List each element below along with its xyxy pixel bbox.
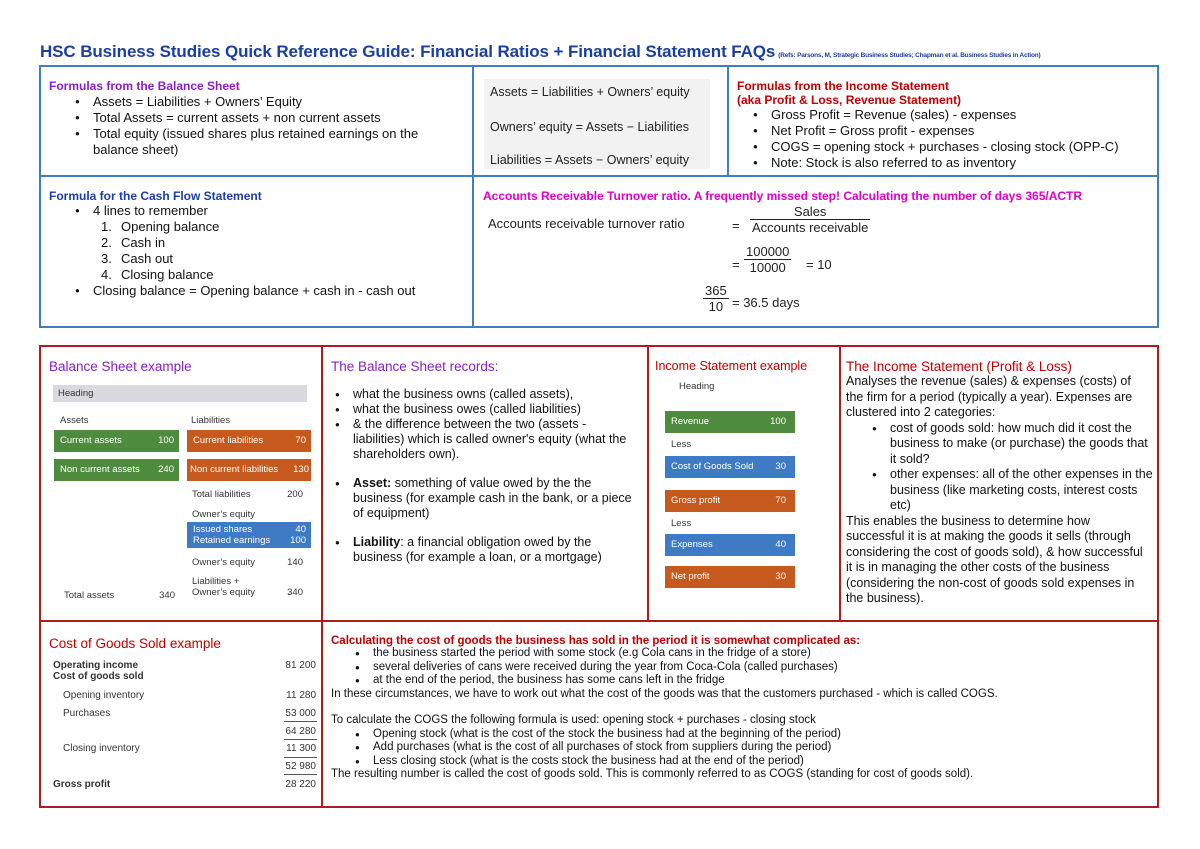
ar-den: 10000 bbox=[749, 260, 786, 275]
list-item: ● what the business owns (called assets), bbox=[331, 387, 641, 402]
is-example-cell bbox=[649, 347, 841, 622]
closing-inventory-label: Closing inventory bbox=[63, 743, 140, 754]
income-formulas-heading: Formulas from the Income Statement bbox=[737, 79, 950, 93]
equations-cell bbox=[474, 67, 729, 177]
current-liabilities-box: Current liabilities 70 bbox=[187, 430, 311, 452]
list-item: ● Gross Profit = Revenue (sales) - expenses bbox=[749, 107, 1147, 123]
days-den: 10 bbox=[708, 299, 724, 314]
cogs-box: Cost of Goods Sold 30 bbox=[665, 456, 795, 478]
is-text-outro: This enables the business to determine how successful it is at making the goods it sells (through considering the cost of goods sold), & how successful it is in managing the other costs of the business (considering the non-cost of goods sold expenses in the business). bbox=[846, 513, 1143, 605]
bs-diagram-heading: Heading bbox=[53, 385, 307, 402]
bs-records-cell bbox=[323, 347, 649, 622]
owners-equity-label: Owner’s equity bbox=[192, 509, 256, 520]
list-item: ● Add purchases (what is the cost of all purchases of stock from suppliers during the period) bbox=[351, 741, 1153, 755]
list-item: ● Closing balance = Opening balance + cash in - cash out bbox=[71, 283, 472, 299]
net-profit-box: Net profit 30 bbox=[665, 566, 795, 588]
is-text-heading: The Income Statement (Profit & Loss) bbox=[846, 359, 1072, 374]
cogs-text-heading: Calculating the cost of goods the business has sold in the period it is somewhat complicated as: bbox=[331, 635, 861, 647]
non-current-assets-box: Non current assets 240 bbox=[54, 459, 179, 481]
ar-result-1: = 10 bbox=[806, 257, 832, 272]
list-item: 4. Closing balance bbox=[101, 267, 214, 282]
bs-example-heading: Balance Sheet example bbox=[49, 359, 192, 374]
is-less-1: Less bbox=[671, 439, 692, 450]
cash-flow-cell bbox=[41, 177, 474, 326]
ar-turnover-cell bbox=[474, 177, 1157, 326]
is-diagram-heading: Heading bbox=[679, 381, 715, 392]
list-item: ● Asset: something of value owed by the the business (for example cash in the bank, or a piece of equipment) bbox=[331, 476, 641, 521]
bs-example-cell bbox=[41, 347, 323, 622]
title-refs: (Refs: Parsons, M, Strategic Business Studies; Chapman et al. Business Studies in Action) bbox=[778, 52, 1041, 59]
is-example-heading: Income Statement example bbox=[655, 359, 808, 373]
cash-flow-list-2 bbox=[49, 283, 472, 299]
cogs-total-value: 52 980 bbox=[285, 761, 316, 772]
balance-formulas-list bbox=[49, 94, 449, 158]
cogs-example-heading: Cost of Goods Sold example bbox=[49, 636, 221, 651]
list-item: ● what the business owes (called liabilities) bbox=[331, 402, 641, 417]
ar-eq-2: = bbox=[732, 257, 740, 272]
list-item: ● other expenses: all of the other expenses in the business (like marketing costs, interest costs etc) bbox=[868, 467, 1153, 514]
list-item: ● Assets = Liabilities + Owners’ Equity bbox=[71, 94, 449, 110]
days-fraction bbox=[703, 283, 729, 314]
income-formulas-cell bbox=[729, 67, 1157, 177]
cogs-text-para-1: In these circumstances, we have to work out what the cost of the goods was that the customers purchased - which is called COGS. bbox=[331, 687, 998, 700]
expenses-box: Expenses 40 bbox=[665, 534, 795, 556]
list-item: ● several deliveries of cans were received during the year from Coca-Cola (called purchases) bbox=[351, 661, 1153, 675]
bs-liability-def bbox=[331, 535, 641, 565]
is-text-intro: Analyses the revenue (sales) & expenses (costs) of the firm for a period (typically a year). Expenses are clustered into 2 categories: bbox=[846, 374, 1133, 419]
list-item: ● Total equity (issued shares plus retained earnings on the balance sheet) bbox=[71, 126, 449, 158]
cogs-total-line-top bbox=[284, 757, 317, 758]
list-item: 2. Cash in bbox=[101, 235, 166, 250]
page-title bbox=[40, 42, 1170, 62]
gross-profit-value: 28 220 bbox=[285, 779, 316, 790]
bs-assets-label: Assets bbox=[60, 415, 89, 426]
non-current-liabilities-box: Non current liabilities 130 bbox=[187, 459, 311, 481]
cogs-text-para-3: The resulting number is called the cost of goods sold. This is commonly referred to as COGS (standing for cost of goods sold). bbox=[331, 768, 974, 780]
cogs-example-cell bbox=[41, 622, 323, 806]
list-item: ● COGS = opening stock + purchases - closing stock (OPP-C) bbox=[749, 139, 1147, 155]
is-text-cell bbox=[841, 347, 1157, 622]
ar-numeric-fraction bbox=[744, 244, 791, 275]
bs-records-heading: The Balance Sheet records: bbox=[331, 359, 499, 374]
opening-inventory-value: 11 280 bbox=[286, 690, 316, 701]
list-item: ● the business started the period with some stock (e.g Cola cans in the fridge of a store) bbox=[351, 647, 1153, 661]
list-item: ● Note: Stock is also referred to as inventory bbox=[749, 155, 1147, 171]
operating-income-label: Operating income bbox=[53, 660, 139, 671]
current-assets-box: Current assets 100 bbox=[54, 430, 179, 452]
income-formulas-list bbox=[737, 107, 1147, 171]
list-item: 3. Cash out bbox=[101, 251, 174, 266]
bs-liabilities-label: Liabilities bbox=[191, 415, 231, 426]
income-formulas-subheading: (aka Profit & Loss, Revenue Statement) bbox=[737, 93, 962, 107]
ar-formula-fraction bbox=[750, 204, 870, 235]
days-num: 365 bbox=[705, 283, 727, 298]
balance-formulas-heading: Formulas from the Balance Sheet bbox=[49, 79, 240, 93]
bs-asset-def bbox=[331, 476, 641, 521]
ar-num: 100000 bbox=[746, 244, 790, 259]
ar-eq-1: = bbox=[732, 218, 740, 233]
equations-panel bbox=[484, 79, 710, 169]
purchases-value: 53 000 bbox=[285, 708, 316, 719]
subtotal-line-top bbox=[284, 721, 317, 722]
gross-profit-box: Gross profit 70 bbox=[665, 490, 795, 512]
cogs-total-line-bottom bbox=[284, 774, 317, 775]
subtotal-value: 64 280 bbox=[285, 726, 316, 737]
total-liabilities-row: Total liabilities 200 bbox=[192, 489, 303, 500]
is-text-list bbox=[846, 421, 1153, 514]
list-item: ● Net Profit = Gross profit - expenses bbox=[749, 123, 1147, 139]
list-item: ● Opening stock (what is the cost of the stock the business had at the beginning of the period) bbox=[351, 728, 1153, 742]
equation-1: Assets = Liabilities + Owners’ equity bbox=[490, 85, 690, 99]
purchases-label: Purchases bbox=[63, 708, 111, 719]
list-item: ● Less closing stock (what is the costs stock the business had at the end of the period) bbox=[351, 755, 1153, 769]
list-item: ● Total Assets = current assets + non current assets bbox=[71, 110, 449, 126]
is-less-2: Less bbox=[671, 518, 692, 529]
liabilities-plus-equity-row: Liabilities + Owner’s equity 340 bbox=[192, 576, 303, 598]
cogs-text-list-1 bbox=[331, 647, 1153, 688]
cost-of-goods-sold-label: Cost of goods sold bbox=[53, 671, 144, 682]
top-grid bbox=[39, 65, 1159, 328]
equation-3: Liabilities = Assets − Owners’ equity bbox=[490, 153, 689, 167]
list-item: ● cost of goods sold: how much did it cost the business to make (or purchase) the goods that it sold? bbox=[868, 421, 1153, 468]
list-item: 1. Opening balance bbox=[101, 219, 220, 234]
cash-flow-list bbox=[49, 203, 472, 219]
ar-label: Accounts receivable turnover ratio bbox=[488, 216, 685, 231]
subtotal-line-bottom bbox=[284, 739, 317, 740]
ar-result-2: = 36.5 days bbox=[732, 295, 800, 310]
gross-profit-label: Gross profit bbox=[53, 779, 111, 790]
equation-2: Owners’ equity = Assets − Liabilities bbox=[490, 120, 689, 134]
equity-box: Issued shares 40 Retained earnings 100 bbox=[187, 522, 311, 548]
bottom-grid bbox=[39, 345, 1159, 808]
list-item: ● & the difference between the two (assets - liabilities) which is called owner's equity (what the shareholders own). bbox=[331, 417, 641, 462]
ar-sales: Sales bbox=[750, 204, 870, 220]
total-assets-row: Total assets 340 bbox=[64, 590, 175, 601]
opening-inventory-label: Opening inventory bbox=[63, 690, 145, 701]
cogs-text-cell bbox=[323, 622, 1157, 806]
list-item: ● Liability: a financial obligation owed by the business (for example a loan, or a mortgage) bbox=[331, 535, 641, 565]
operating-income-value: 81 200 bbox=[285, 660, 316, 671]
ar-receivable: Accounts receivable bbox=[752, 220, 869, 235]
closing-inventory-value: 11 300 bbox=[286, 743, 316, 754]
cogs-text-para-2: To calculate the COGS the following formula is used: opening stock + purchases - closing stock bbox=[331, 714, 816, 726]
cogs-text-list-2 bbox=[331, 728, 1153, 769]
bs-records-list bbox=[331, 387, 641, 462]
revenue-box: Revenue 100 bbox=[665, 411, 795, 433]
list-item: ● 4 lines to remember bbox=[71, 203, 472, 219]
ar-turnover-heading: Accounts Receivable Turnover ratio. A frequently missed step! Calculating the number of days 365/ACTR bbox=[483, 189, 1083, 203]
balance-formulas-cell bbox=[41, 67, 474, 177]
title-main: HSC Business Studies Quick Reference Guide: Financial Ratios + Financial Statement FAQs bbox=[40, 42, 776, 61]
cash-flow-steps bbox=[49, 219, 472, 283]
owners-equity-row: Owner’s equity 140 bbox=[192, 557, 303, 568]
list-item: ● at the end of the period, the business has some cans left in the fridge bbox=[351, 674, 1153, 688]
cash-flow-heading: Formula for the Cash Flow Statement bbox=[49, 189, 262, 203]
